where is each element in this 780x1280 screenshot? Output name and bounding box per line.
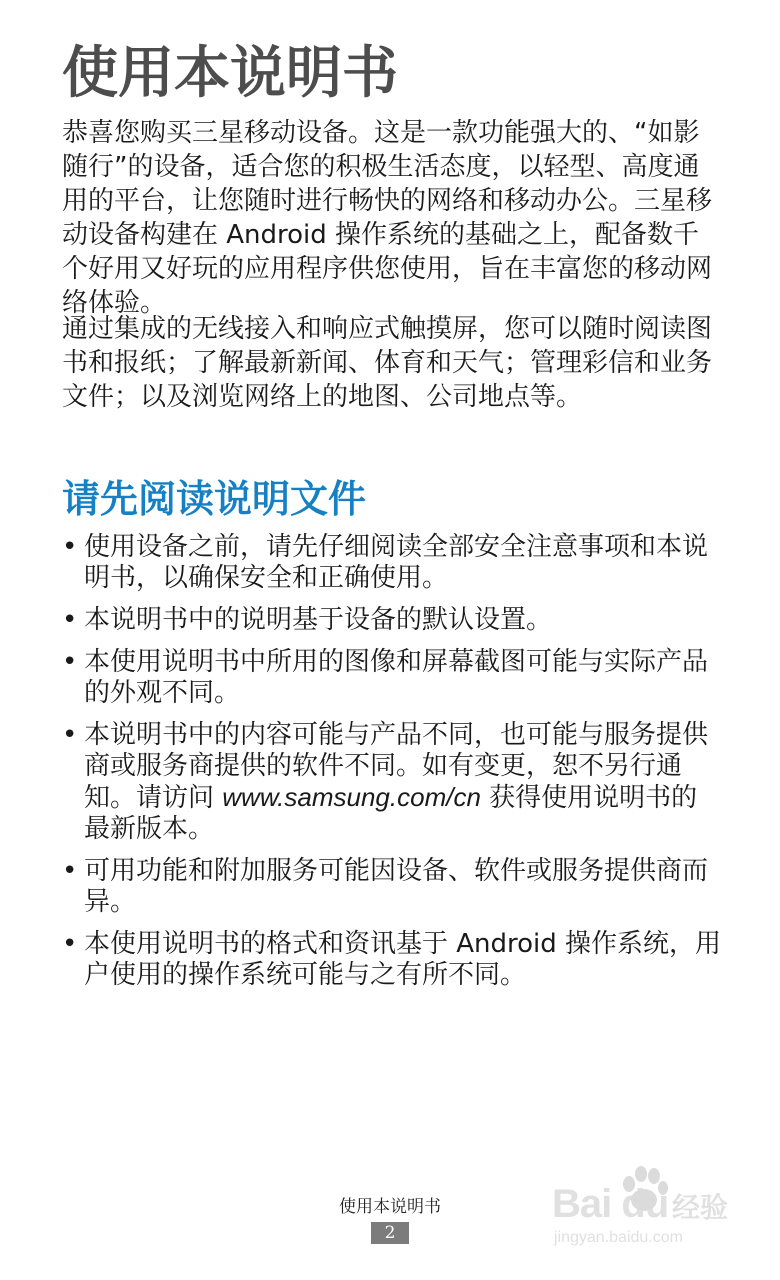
- bullet-icon: •: [62, 929, 78, 959]
- page-number: 2: [371, 1222, 409, 1244]
- bullet-item: [62, 720, 722, 845]
- watermark-logo-text: Bai du: [552, 1182, 669, 1226]
- intro-paragraph-2: 通过集成的无线接入和响应式触摸屏，您可以随时阅读图书和报纸；了解最新新闻、体育和天气；管理彩信和业务文件；以及浏览网络上的地图、公司地点等。: [62, 314, 713, 412]
- paw-icon: [612, 1160, 676, 1224]
- bullet-text-before-link: 本说明书中的内容可能与产品不同，也可能与服务提供商或服务商提供的软件不同。如有变更，恕不另行通知。请访问: [84, 720, 709, 813]
- bullet-text: 可用功能和附加服务可能因设备、软件或服务提供商而异。: [84, 856, 709, 917]
- bullet-text: [84, 720, 708, 844]
- bullet-text: 本说明书中的说明基于设备的默认设置。: [84, 605, 553, 635]
- bullet-item: [62, 856, 722, 918]
- bullet-item: [62, 605, 722, 636]
- bullet-list: [62, 532, 722, 1002]
- bullet-text: 使用设备之前，请先仔细阅读全部安全注意事项和本说明书，以确保安全和正确使用。: [84, 532, 709, 593]
- section-title: 请先阅读说明文件: [62, 477, 367, 521]
- bullet-item: [62, 647, 722, 709]
- bullet-icon: •: [62, 605, 78, 635]
- watermark-url: jingyan.baidu.com: [554, 1229, 683, 1246]
- watermark-brand: 经验: [672, 1191, 729, 1224]
- bullet-icon: •: [62, 856, 78, 886]
- bullet-icon: •: [62, 720, 78, 750]
- bullet-text: 本使用说明书的格式和资讯基于 Android 操作系统，用户使用的操作系统可能与之有所不同。: [84, 929, 722, 990]
- bullet-icon: •: [62, 532, 78, 562]
- baidu-watermark: [552, 1160, 742, 1260]
- bullet-item: [62, 532, 722, 594]
- bullet-icon: •: [62, 647, 78, 677]
- bullet-text: 本使用说明书中所用的图像和屏幕截图可能与实际产品的外观不同。: [84, 647, 709, 708]
- page-title: 使用本说明书: [62, 41, 398, 106]
- bullet-item: [62, 929, 722, 991]
- footer-label: 使用本说明书: [339, 1197, 441, 1217]
- bullet-text-after-link: 获得使用说明书的最新版本。: [84, 783, 698, 844]
- intro-paragraph-1: 恭喜您购买三星移动设备。这是一款功能强大的、“如影随行”的设备，适合您的积极生活态度，以轻型、高度通用的平台，让您随时进行畅快的网络和移动办公。三星移动设备构建在 Android 操作系统的基础之上，配备数千个好用又好玩的应用程序供您使用，旨在丰富您的移动网络体验。: [62, 118, 713, 318]
- samsung-url-link[interactable]: www.samsung.com/cn: [222, 782, 481, 812]
